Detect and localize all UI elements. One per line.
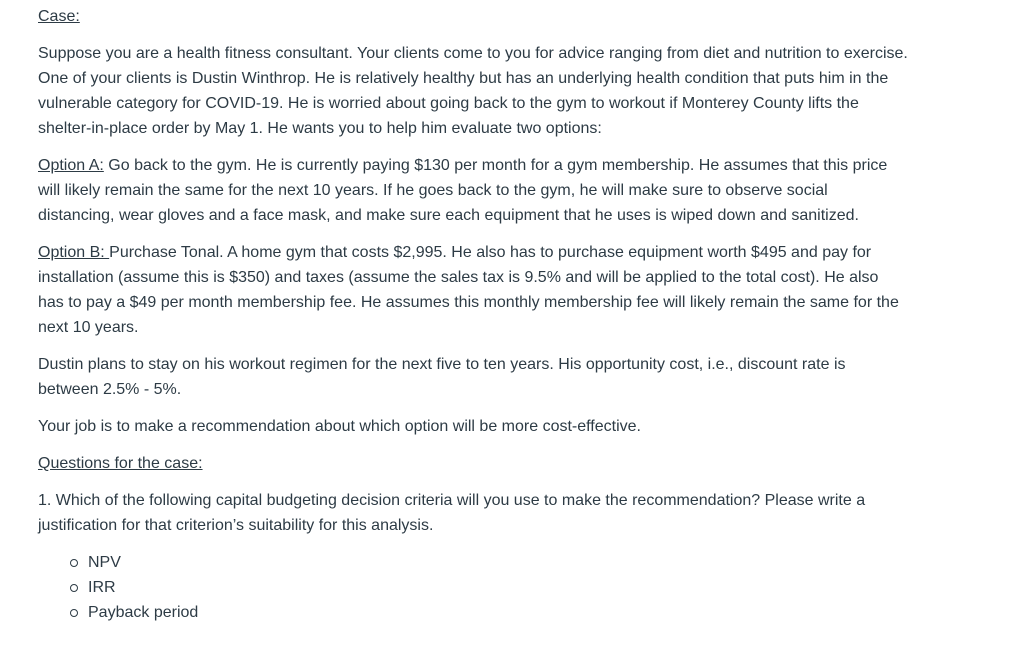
- questions-heading-text: Questions for the case:: [38, 455, 203, 472]
- intro-paragraph: Suppose you are a health fitness consultant. Your clients come to you for advice ranging from diet and nutrition to exercise. One of your clients is Dustin Winthrop. He is relatively healthy but has an underlying health condition that puts him in the vulnerable category for COVID-19. He is worried about going back to the gym to workout if Monterey County lifts the shelter-in-place order by May 1. He wants you to help him evaluate two options:: [38, 45, 908, 137]
- criteria-item-payback-period: Payback period: [68, 600, 908, 625]
- question-1: 1. Which of the following capital budgeting decision criteria will you use to make the recommendation? Please write a justification for that criterion’s suitability for this analysis.: [38, 492, 866, 534]
- option-b-text: Purchase Tonal. A home gym that costs $2,995. He also has to purchase equipment worth $495 and pay for installation (assume this is $350) and taxes (assume the sales tax is 9.5% and will be applied to the total cost). He also has to pay a $49 per month membership fee. He assumes this monthly membership fee will likely remain the same for the next 10 years.: [38, 244, 899, 336]
- case-heading-text: Case:: [38, 8, 80, 25]
- case-document: [38, 4, 908, 625]
- option-a-text: Go back to the gym. He is currently paying $130 per month for a gym membership. He assumes that this price will likely remain the same for the next 10 years. If he goes back to the gym, he will make sure to observe social distancing, wear gloves and a face mask, and make sure each equipment that he uses is wiped down and sanitized.: [38, 157, 888, 224]
- criteria-item-npv: NPV: [68, 550, 908, 575]
- job-paragraph: Your job is to make a recommendation about which option will be more cost-effective.: [38, 418, 641, 435]
- criteria-item-irr: IRR: [68, 575, 908, 600]
- option-b-label: Option B:: [38, 244, 110, 261]
- plan-paragraph: Dustin plans to stay on his workout regimen for the next five to ten years. His opportunity cost, i.e., discount rate is between 2.5% - 5%.: [38, 356, 846, 398]
- criteria-list: [38, 550, 908, 625]
- option-a-paragraph: [38, 153, 908, 228]
- questions-heading: [38, 451, 908, 476]
- case-heading: [38, 4, 908, 29]
- option-a-label: Option A:: [38, 157, 104, 174]
- option-b-paragraph: [38, 240, 908, 340]
